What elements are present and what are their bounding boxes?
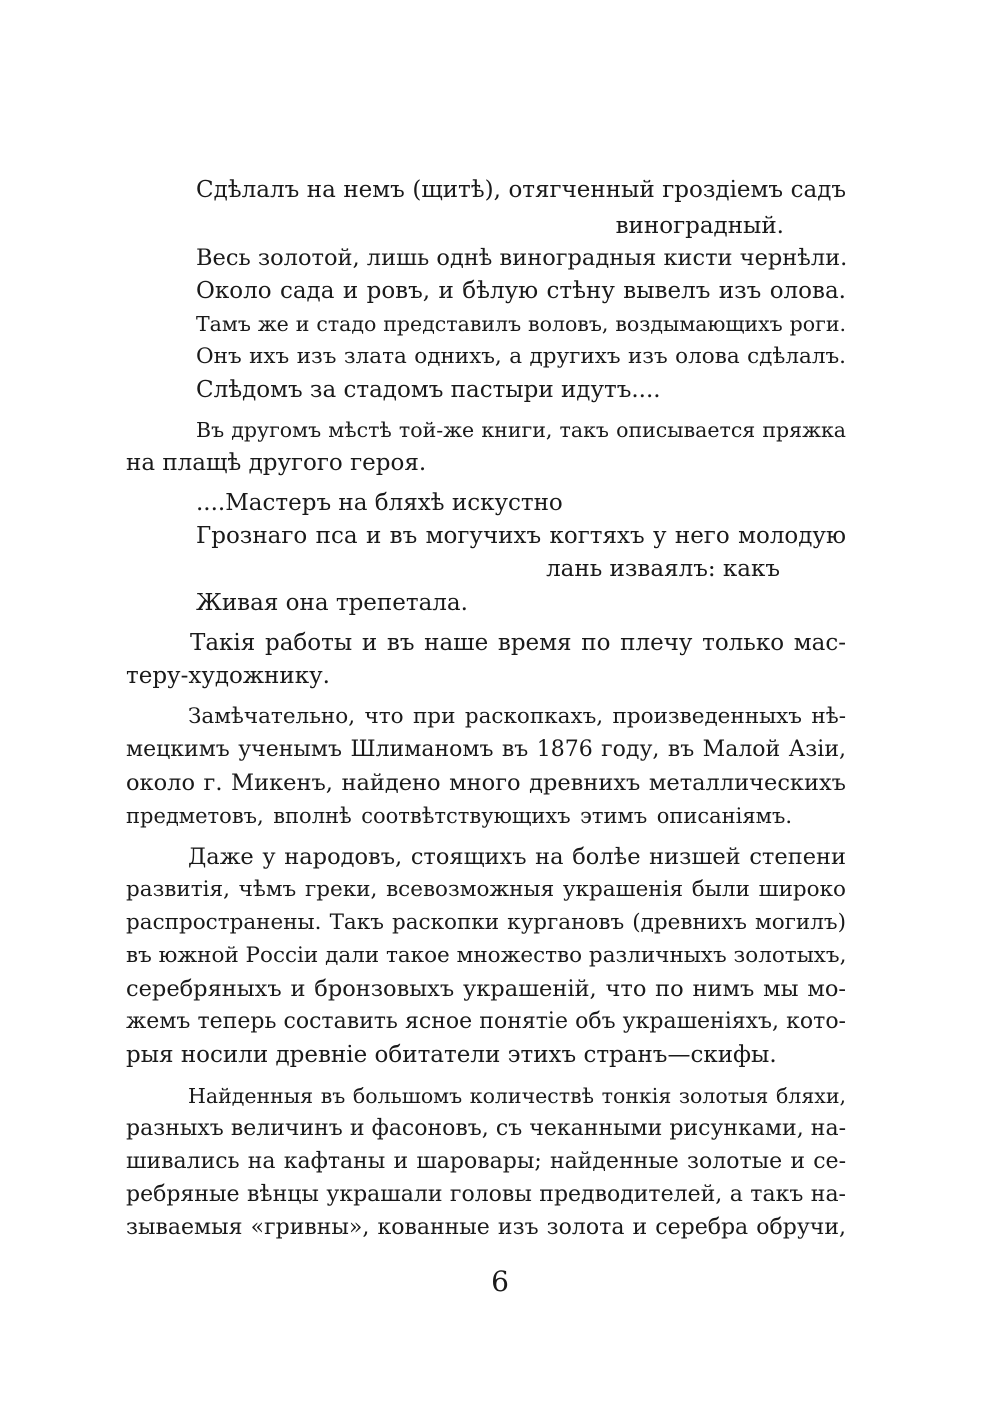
paragraph-line: развитія, чѣмъ греки, всевозможныя украшенія были широко	[126, 877, 846, 902]
verse-line: Весь золотой, лишь однѣ виноградныя кисти чернѣли.	[196, 245, 848, 271]
paragraph-line: разныхъ величинъ и фасоновъ, съ чеканными рисунками, на-	[126, 1116, 846, 1141]
paragraph-line: около г. Микенъ, найдено много древнихъ металлическихъ	[126, 770, 846, 796]
verse-line: Слѣдомъ за стадомъ пастыри идутъ....	[196, 377, 661, 403]
verse-line: Около сада и ровъ, и бѣлую стѣну вывелъ изъ олова.	[196, 278, 846, 304]
paragraph-line: распространены. Такъ раскопки кургановъ (древнихъ могилъ)	[126, 910, 846, 935]
paragraph-line: предметовъ, вполнѣ соотвѣтствующихъ этимъ описаніямъ.	[126, 804, 792, 828]
paragraph-line: Даже у народовъ, стоящихъ на болѣе низшей степени	[188, 844, 846, 870]
paragraph-line: зываемыя «гривны», кованные изъ золота и серебра обручи,	[126, 1215, 846, 1240]
paragraph-line: серебряныхъ и бронзовыхъ украшеній, что по нимъ мы мо-	[126, 976, 846, 1002]
verse-line: виноградный.	[615, 213, 784, 239]
paragraph-line: ребряные вѣнцы украшали головы предводителей, а такъ на-	[126, 1182, 846, 1207]
paragraph-line: на плащѣ другого героя.	[126, 450, 427, 476]
paragraph-line: рыя носили древніе обитатели этихъ странъ—скифы.	[126, 1042, 777, 1068]
paragraph-line: Найденныя въ большомъ количествѣ тонкія золотыя бляхи,	[188, 1084, 846, 1108]
page-number: 6	[491, 1265, 509, 1298]
verse-line: Сдѣлалъ на немъ (щитѣ), отягченный гроздіемъ садъ	[196, 177, 846, 203]
verse-line: Живая она трепетала.	[196, 590, 468, 616]
verse-line: Грознаго пса и въ могучихъ когтяхъ у него молодую	[196, 523, 846, 549]
verse-line: Тамъ же и стадо представилъ воловъ, воздымающихъ роги.	[196, 312, 846, 336]
verse-line: Онъ ихъ изъ злата однихъ, а другихъ изъ олова сдѣлалъ.	[196, 344, 846, 369]
paragraph-line: Въ другомъ мѣстѣ той-же книги, такъ описывается пряжка	[196, 418, 846, 442]
paragraph-line: въ южной Россіи дали такое множество различныхъ золотыхъ,	[126, 943, 847, 968]
verse-line: ....Мастеръ на бляхѣ искустно	[196, 490, 563, 516]
paragraph-line: мецкимъ ученымъ Шлиманомъ въ 1876 году, въ Малой Азіи,	[126, 737, 846, 762]
paragraph-line: шивались на кафтаны и шаровары; найденные золотые и се-	[126, 1149, 846, 1174]
paragraph-line: жемъ теперь составить ясное понятіе объ украшеніяхъ, кото-	[126, 1009, 846, 1034]
verse-line: лань изваялъ: какъ	[546, 556, 780, 582]
paragraph-line: теру-художнику.	[126, 663, 330, 689]
paragraph-line: Замѣчательно, что при раскопкахъ, произведенныхъ нѣ-	[188, 704, 846, 729]
paragraph-line: Такія работы и въ наше время по плечу только мас-	[190, 630, 846, 656]
